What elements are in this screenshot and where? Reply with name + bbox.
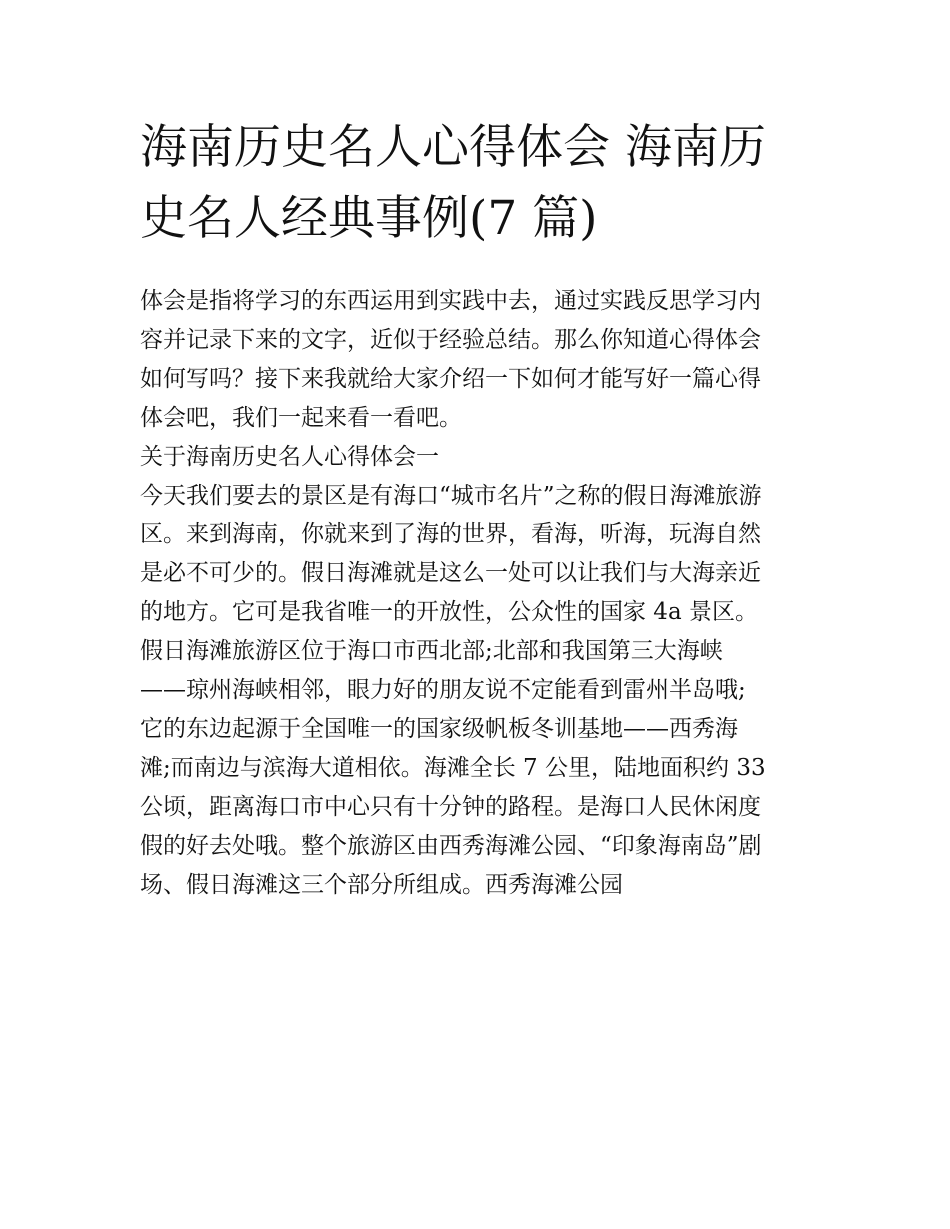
body-line: 容并记录下来的文字，近似于经验总结。那么你知道心得体会 [140,326,761,353]
body-line: 场、假日海滩这三个部分所组成。西秀海滩公园 [140,871,623,898]
body-line: 今天我们要去的景区是有海口“城市名片”之称的假日海滩旅游 [140,482,762,509]
title-line: 海南历史名人心得体会 海南历 [140,120,766,175]
body-line: 区。来到海南，你就来到了海的世界，看海，听海，玩海自然 [140,521,761,548]
body-line: 滩;而南边与滨海大道相依。海滩全长 7 公里，陆地面积约 33 [140,754,766,781]
document-title [140,112,820,254]
body-line: 它的东边起源于全国唯一的国家级帆板冬训基地——西秀海 [140,715,738,742]
body-line: 如何写吗？接下来我就给大家介绍一下如何才能写好一篇心得 [140,365,761,392]
body-line: 公顷，距离海口市中心只有十分钟的路程。是海口人民休闲度 [140,793,761,820]
body-line: 体会吧，我们一起来看一看吧。 [140,404,462,431]
body-line: 是必不可少的。假日海滩就是这么一处可以让我们与大海亲近 [140,560,761,587]
section-heading: 关于海南历史名人心得体会一 [140,443,439,470]
document-body [140,282,820,905]
body-line: 假的好去处哦。整个旅游区由西秀海滩公园、“印象海南岛”剧 [140,832,762,859]
body-line: ——琼州海峡相邻，眼力好的朋友说不定能看到雷州半岛哦; [140,677,746,704]
title-line: 史名人经典事例(7 篇) [140,191,598,246]
body-line: 体会是指将学习的东西运用到实践中去，通过实践反思学习内 [140,288,761,314]
body-line: 的地方。它可是我省唯一的开放性，公众性的国家 4a 景区。 [140,599,758,626]
body-line: 假日海滩旅游区位于海口市西北部;北部和我国第三大海峡 [140,638,723,665]
